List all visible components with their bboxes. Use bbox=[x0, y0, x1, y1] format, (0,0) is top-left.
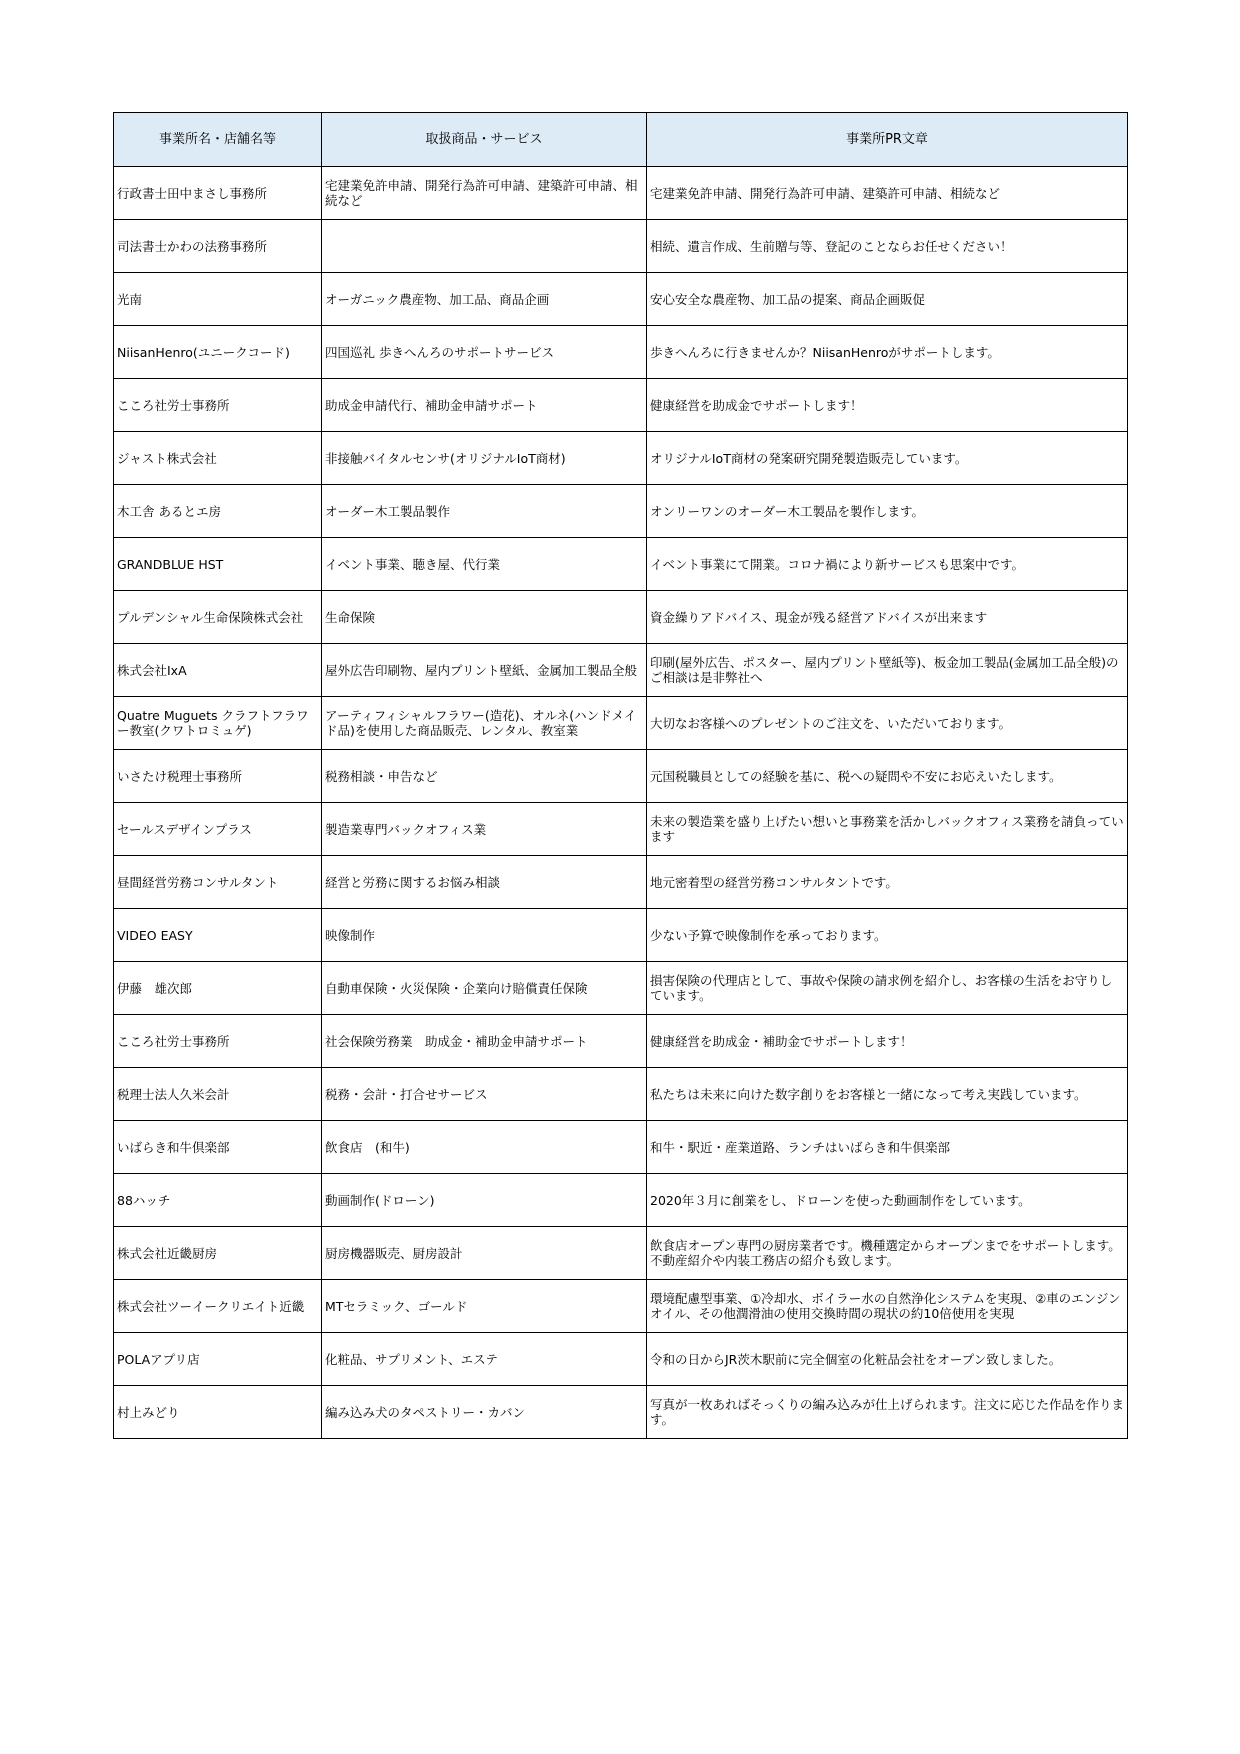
table-row bbox=[114, 1280, 1128, 1333]
products-services-cell: 飲食店 (和牛) bbox=[322, 1121, 647, 1174]
pr-text-cell: 宅建業免許申請、開発行為許可申請、建築許可申請、相続など bbox=[647, 167, 1128, 220]
table-row bbox=[114, 432, 1128, 485]
pr-text-cell: 健康経営を助成金でサポートします！ bbox=[647, 379, 1128, 432]
products-services-cell: 非接触バイタルセンサ(オリジナルIoT商材) bbox=[322, 432, 647, 485]
table-row bbox=[114, 326, 1128, 379]
pr-text-cell: 歩きへんろに行きませんか？NiisanHenroがサポートします。 bbox=[647, 326, 1128, 379]
business-name-cell: 株式会社ツーイークリエイト近畿 bbox=[114, 1280, 322, 1333]
products-services-cell: 社会保険労務業 助成金・補助金申請サポート bbox=[322, 1015, 647, 1068]
business-name-cell: 光南 bbox=[114, 273, 322, 326]
business-name-cell: 株式会社IxA bbox=[114, 644, 322, 697]
business-name-cell: 木工舎 あるとエ房 bbox=[114, 485, 322, 538]
pr-text-cell: 大切なお客様へのプレゼントのご注文を、いただいております。 bbox=[647, 697, 1128, 750]
header-pr-text: 事業所PR文章 bbox=[647, 113, 1128, 167]
table-row bbox=[114, 485, 1128, 538]
business-name-cell: 88ハッチ bbox=[114, 1174, 322, 1227]
pr-text-cell: イベント事業にて開業。コロナ禍により新サービスも思案中です。 bbox=[647, 538, 1128, 591]
business-name-cell: プルデンシャル生命保険株式会社 bbox=[114, 591, 322, 644]
pr-text-cell: 和牛・駅近・産業道路、ランチはいばらき和牛倶楽部 bbox=[647, 1121, 1128, 1174]
business-name-cell: Quatre Muguets クラフトフラワー教室(クワトロミュゲ) bbox=[114, 697, 322, 750]
table-row bbox=[114, 1121, 1128, 1174]
table-row bbox=[114, 591, 1128, 644]
table-row bbox=[114, 167, 1128, 220]
products-services-cell: アーティフィシャルフラワー(造花)、オルネ(ハンドメイド品)を使用した商品販売、レンタル、教室業 bbox=[322, 697, 647, 750]
header-row bbox=[114, 113, 1128, 167]
header-products-services: 取扱商品・サービス bbox=[322, 113, 647, 167]
table-body bbox=[114, 167, 1128, 1439]
pr-text-cell: 少ない予算で映像制作を承っております。 bbox=[647, 909, 1128, 962]
pr-text-cell: 損害保険の代理店として、事故や保険の請求例を紹介し、お客様の生活をお守りしています。 bbox=[647, 962, 1128, 1015]
table-row bbox=[114, 962, 1128, 1015]
products-services-cell: 生命保険 bbox=[322, 591, 647, 644]
products-services-cell: イベント事業、聴き屋、代行業 bbox=[322, 538, 647, 591]
table-row bbox=[114, 803, 1128, 856]
pr-text-cell: 安心安全な農産物、加工品の提案、商品企画販促 bbox=[647, 273, 1128, 326]
pr-text-cell: 令和の日からJR茨木駅前に完全個室の化粧品会社をオープン致しました。 bbox=[647, 1333, 1128, 1386]
pr-text-cell: 私たちは未来に向けた数字創りをお客様と一緒になって考え実践しています。 bbox=[647, 1068, 1128, 1121]
business-name-cell: 税理士法人久米会計 bbox=[114, 1068, 322, 1121]
business-directory-table bbox=[113, 112, 1128, 1439]
business-name-cell: こころ社労士事務所 bbox=[114, 379, 322, 432]
products-services-cell: 宅建業免許申請、開発行為許可申請、建築許可申請、相続など bbox=[322, 167, 647, 220]
pr-text-cell: 資金繰りアドバイス、現金が残る経営アドバイスが出来ます bbox=[647, 591, 1128, 644]
table-row bbox=[114, 220, 1128, 273]
header-business-name: 事業所名・店舗名等 bbox=[114, 113, 322, 167]
business-name-cell: GRANDBLUE HST bbox=[114, 538, 322, 591]
products-services-cell bbox=[322, 220, 647, 273]
business-name-cell: 伊藤 雄次郎 bbox=[114, 962, 322, 1015]
products-services-cell: 助成金申請代行、補助金申請サポート bbox=[322, 379, 647, 432]
business-name-cell: VIDEO EASY bbox=[114, 909, 322, 962]
table-row bbox=[114, 273, 1128, 326]
pr-text-cell: 環境配慮型事業、①冷却水、ボイラー水の自然浄化システムを実現、②車のエンジンオイル、その他潤滑油の使用交換時間の現状の約10倍使用を実現 bbox=[647, 1280, 1128, 1333]
table-row bbox=[114, 856, 1128, 909]
pr-text-cell: 元国税職員としての経験を基に、税への疑問や不安にお応えいたします。 bbox=[647, 750, 1128, 803]
pr-text-cell: 地元密着型の経営労務コンサルタントです。 bbox=[647, 856, 1128, 909]
table-row bbox=[114, 909, 1128, 962]
business-name-cell: いばらき和牛倶楽部 bbox=[114, 1121, 322, 1174]
pr-text-cell: 印刷(屋外広告、ポスター、屋内プリント壁紙等)、板金加工製品(金属加工品全般)のご相談は是非弊社へ bbox=[647, 644, 1128, 697]
pr-text-cell: 相続、遺言作成、生前贈与等、登記のことならお任せください！ bbox=[647, 220, 1128, 273]
table-row bbox=[114, 1068, 1128, 1121]
products-services-cell: 製造業専門バックオフィス業 bbox=[322, 803, 647, 856]
pr-text-cell: オンリーワンのオーダー木工製品を製作します。 bbox=[647, 485, 1128, 538]
products-services-cell: 税務相談・申告など bbox=[322, 750, 647, 803]
pr-text-cell: 未来の製造業を盛り上げたい想いと事務業を活かしバックオフィス業務を請負っています bbox=[647, 803, 1128, 856]
products-services-cell: 動画制作(ドローン) bbox=[322, 1174, 647, 1227]
table-row bbox=[114, 538, 1128, 591]
products-services-cell: 税務・会計・打合せサービス bbox=[322, 1068, 647, 1121]
pr-text-cell: 健康経営を助成金・補助金でサポートします！ bbox=[647, 1015, 1128, 1068]
business-name-cell: いさたけ税理士事務所 bbox=[114, 750, 322, 803]
products-services-cell: 映像制作 bbox=[322, 909, 647, 962]
table-row bbox=[114, 1333, 1128, 1386]
table-row bbox=[114, 644, 1128, 697]
products-services-cell: オーダー木工製品製作 bbox=[322, 485, 647, 538]
pr-text-cell: 飲食店オープン専門の厨房業者です。機種選定からオープンまでをサポートします。不動産紹介や内装工務店の紹介も致します。 bbox=[647, 1227, 1128, 1280]
business-name-cell: 行政書士田中まさし事務所 bbox=[114, 167, 322, 220]
products-services-cell: 化粧品、サプリメント、エステ bbox=[322, 1333, 647, 1386]
products-services-cell: オーガニック農産物、加工品、商品企画 bbox=[322, 273, 647, 326]
table-row bbox=[114, 1227, 1128, 1280]
products-services-cell: 編み込み犬のタペストリー・カバン bbox=[322, 1386, 647, 1439]
pr-text-cell: オリジナルIoT商材の発案研究開発製造販売しています。 bbox=[647, 432, 1128, 485]
products-services-cell: 自動車保険・火災保険・企業向け賠償責任保険 bbox=[322, 962, 647, 1015]
pr-text-cell: 2020年３月に創業をし、ドローンを使った動画制作をしています。 bbox=[647, 1174, 1128, 1227]
products-services-cell: MTセラミック、ゴールド bbox=[322, 1280, 647, 1333]
business-name-cell: 昼間経営労務コンサルタント bbox=[114, 856, 322, 909]
products-services-cell: 屋外広告印刷物、屋内プリント壁紙、金属加工製品全般 bbox=[322, 644, 647, 697]
business-name-cell: セールスデザインプラス bbox=[114, 803, 322, 856]
table-row bbox=[114, 1015, 1128, 1068]
business-name-cell: POLAアプリ店 bbox=[114, 1333, 322, 1386]
business-name-cell: 村上みどり bbox=[114, 1386, 322, 1439]
business-name-cell: 株式会社近畿厨房 bbox=[114, 1227, 322, 1280]
table-row bbox=[114, 697, 1128, 750]
business-name-cell: ジャスト株式会社 bbox=[114, 432, 322, 485]
business-name-cell: NiisanHenro(ユニークコード) bbox=[114, 326, 322, 379]
business-name-cell: 司法書士かわの法務事務所 bbox=[114, 220, 322, 273]
pr-text-cell: 写真が一枚あればそっくりの編み込みが仕上げられます。注文に応じた作品を作ります。 bbox=[647, 1386, 1128, 1439]
products-services-cell: 四国巡礼 歩きへんろのサポートサービス bbox=[322, 326, 647, 379]
table-row bbox=[114, 750, 1128, 803]
business-name-cell: こころ社労士事務所 bbox=[114, 1015, 322, 1068]
products-services-cell: 経営と労務に関するお悩み相談 bbox=[322, 856, 647, 909]
table-row bbox=[114, 379, 1128, 432]
table-row bbox=[114, 1386, 1128, 1439]
table-row bbox=[114, 1174, 1128, 1227]
products-services-cell: 厨房機器販売、厨房設計 bbox=[322, 1227, 647, 1280]
